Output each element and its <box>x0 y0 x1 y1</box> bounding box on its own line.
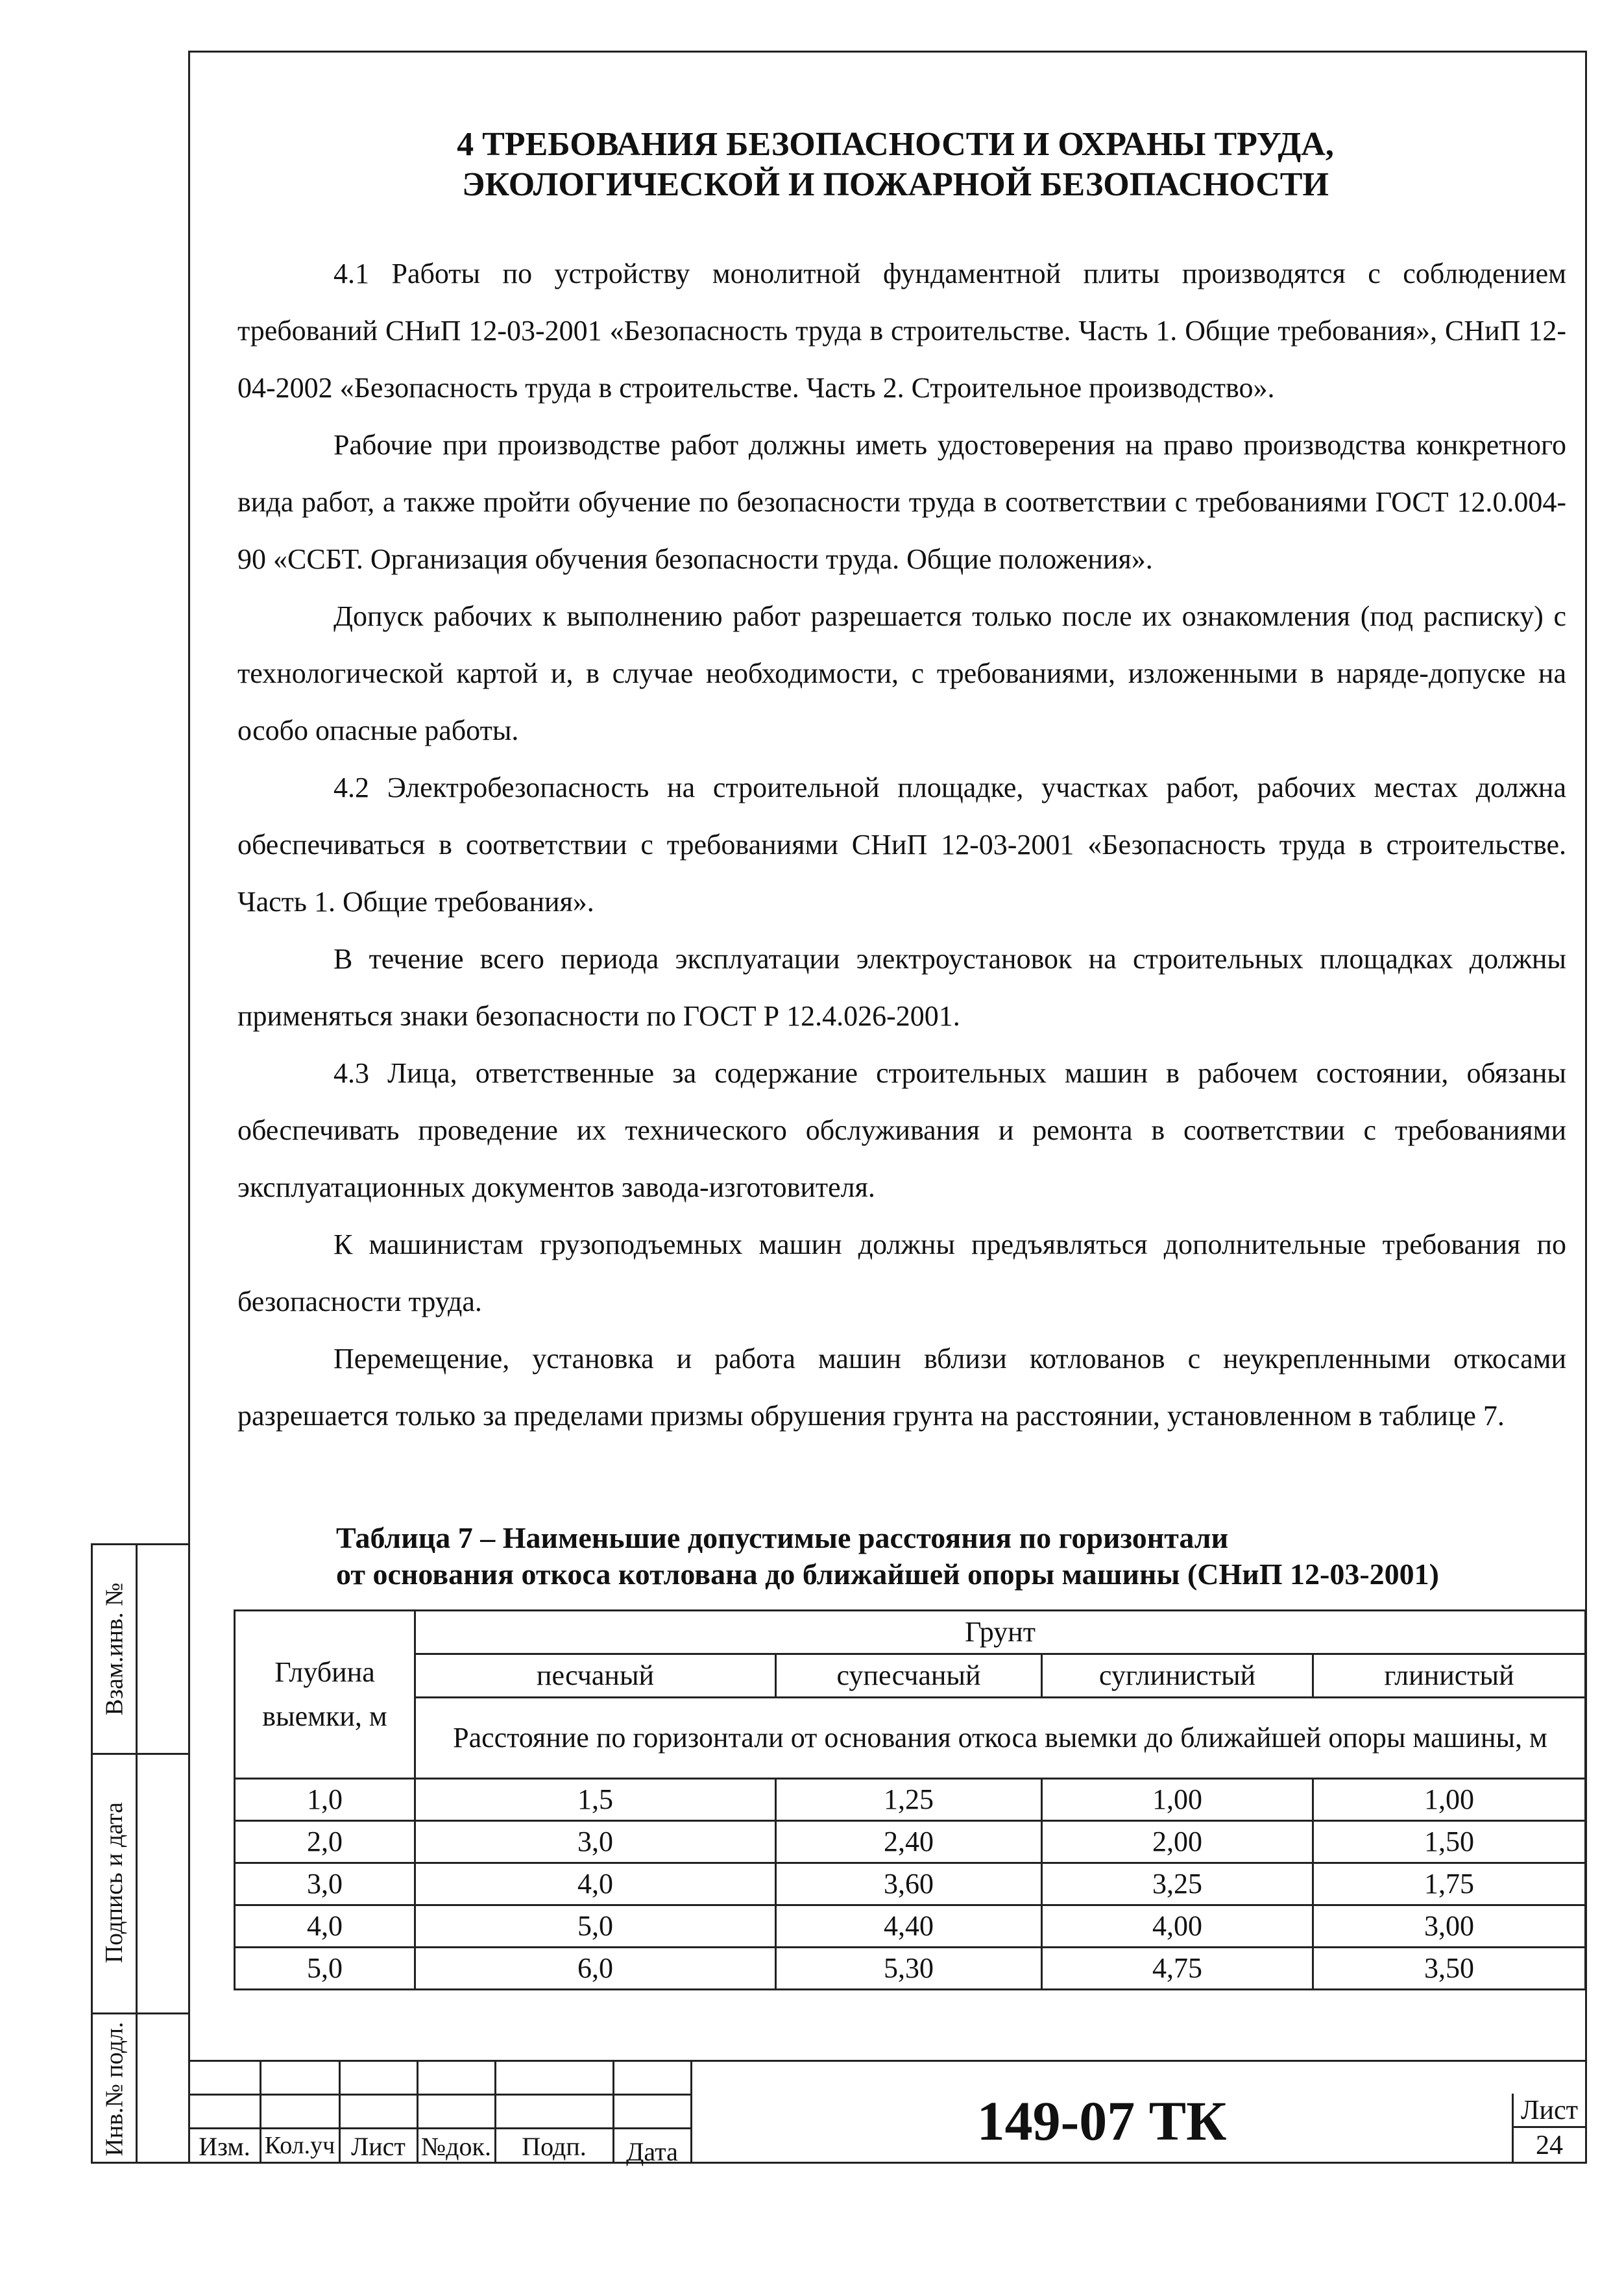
table-cell: 1,5 <box>415 1779 776 1821</box>
soil-type-header: супесчаный <box>776 1654 1042 1698</box>
soil-type-header: суглинистый <box>1042 1654 1313 1698</box>
table-row <box>235 1905 1586 1948</box>
stamp-col-podp: Подп. <box>522 2132 587 2161</box>
stamp-col-ndok: №док. <box>421 2132 491 2161</box>
stamp-col-izm: Изм. <box>199 2132 250 2161</box>
table-cell: 3,00 <box>1313 1905 1586 1948</box>
table-cell: 5,0 <box>235 1948 415 1990</box>
document-code: 149-07 ТК <box>976 2090 1227 2152</box>
table-row <box>235 1779 1586 1821</box>
stamp-col-data: Дата <box>626 2137 678 2166</box>
table-cell: 2,0 <box>235 1821 415 1863</box>
paragraph: Рабочие при производстве работ должны иметь удостоверения на право производства конкретного вида работ, а также пройти обучение по безопасности труда в соответствии с требованиями ГОСТ 12.0.004-90 «ССБТ. Организация обучения безопасности труда. Общие положения». <box>237 429 1566 575</box>
stamp-col-kolvo: Кол.уч <box>264 2132 335 2159</box>
table-cell: 1,00 <box>1313 1779 1586 1821</box>
paragraph: Перемещение, установка и работа машин вблизи котлованов с неукрепленными откосами разрешается только за пределами призмы обрушения грунта на расстоянии, установленном в таблице 7. <box>237 1343 1566 1432</box>
soil-type-header: глинистый <box>1313 1654 1586 1698</box>
table-cell: 3,60 <box>776 1863 1042 1905</box>
table-cell: 4,75 <box>1042 1948 1313 1990</box>
heading-line-2: ЭКОЛОГИЧЕСКОЙ И ПОЖАРНОЙ БЕЗОПАСНОСТИ <box>462 166 1329 203</box>
table-row <box>235 1821 1586 1863</box>
table-cell: 4,00 <box>1042 1905 1313 1948</box>
heading-line-1: 4 ТРЕБОВАНИЯ БЕЗОПАСНОСТИ И ОХРАНЫ ТРУДА, <box>457 126 1334 163</box>
paragraph: 4.1 Работы по устройству монолитной фундаментной плиты производятся с соблюдением требований СНиП 12-03-2001 «Безопасность труда в строительстве. Часть 1. Общие требования», СНиП 12-04-2002 «Безопасность труда в строительстве. Часть 2. Строительное производство». <box>237 258 1566 404</box>
paragraph: В течение всего периода эксплуатации электроустановок на строительных площадках должны применяться знаки безопасности по ГОСТ Р 12.4.026-2001. <box>237 943 1566 1032</box>
side-label-inv: Инв.№ подл. <box>101 2022 128 2157</box>
table-cell: 6,0 <box>415 1948 776 1990</box>
table-cell: 1,25 <box>776 1779 1042 1821</box>
distance-table <box>234 1609 1586 1990</box>
depth-header: Глубина выемки, м <box>235 1611 415 1779</box>
table-cell: 3,0 <box>415 1821 776 1863</box>
table-cell: 1,00 <box>1042 1779 1313 1821</box>
paragraph: Допуск рабочих к выполнению работ разрешается только после их ознакомления (под расписку) с технологической картой и, в случае необходимости, с требованиями, изложенными в наряде-допуске на особо опасные работы. <box>237 600 1566 746</box>
table-row <box>235 1863 1586 1905</box>
table-cell: 1,0 <box>235 1779 415 1821</box>
table-caption <box>336 1520 1569 1593</box>
table-cell: 4,40 <box>776 1905 1042 1948</box>
table-cell: 4,0 <box>415 1863 776 1905</box>
body-text <box>237 245 1566 1445</box>
paragraph: 4.3 Лица, ответственные за содержание строительных машин в рабочем состоянии, обязаны обеспечивать проведение их технического обслуживания и ремонта в соответствии с требованиями эксплуатационных документов завода-изготовителя. <box>237 1057 1566 1203</box>
table-cell: 5,0 <box>415 1905 776 1948</box>
paragraph: 4.2 Электробезопасность на строительной площадке, участках работ, рабочих местах должна обеспечиваться в соответствии с требованиями СНиП 12-03-2001 «Безопасность труда в строительстве. Часть 1. Общие требования». <box>237 772 1566 918</box>
table-cell: 3,0 <box>235 1863 415 1905</box>
table-cell: 2,40 <box>776 1821 1042 1863</box>
soil-header: Грунт <box>415 1611 1586 1654</box>
section-heading <box>247 125 1544 205</box>
paragraph: К машинистам грузоподъемных машин должны предъявляться дополнительные требования по безопасности труда. <box>237 1229 1566 1317</box>
side-label-podpis: Подпись и дата <box>101 1802 128 1964</box>
sheet-number: 24 <box>1536 2131 1563 2160</box>
table-cell: 5,30 <box>776 1948 1042 1990</box>
sheet-label: Лист <box>1521 2096 1578 2125</box>
distance-header: Расстояние по горизонтали от основания откоса выемки до ближайшей опоры машины, м <box>415 1698 1586 1779</box>
table-cell: 2,00 <box>1042 1821 1313 1863</box>
table-cell: 1,50 <box>1313 1821 1586 1863</box>
caption-line-1: Таблица 7 – Наименьшие допустимые расстояния по горизонтали <box>336 1521 1229 1554</box>
side-binding-strip <box>91 1543 189 2164</box>
stamp-col-list: Лист <box>351 2132 406 2161</box>
table-cell: 3,50 <box>1313 1948 1586 1990</box>
caption-line-2: от основания откоса котлована до ближайшей опоры машины (СНиП 12-03-2001) <box>336 1558 1440 1591</box>
table-cell: 4,0 <box>235 1905 415 1948</box>
table-cell: 3,25 <box>1042 1863 1313 1905</box>
table-cell: 1,75 <box>1313 1863 1586 1905</box>
side-label-vzam: Взам.инв. № <box>101 1582 128 1716</box>
soil-type-header: песчаный <box>415 1654 776 1698</box>
table-row <box>235 1948 1586 1990</box>
